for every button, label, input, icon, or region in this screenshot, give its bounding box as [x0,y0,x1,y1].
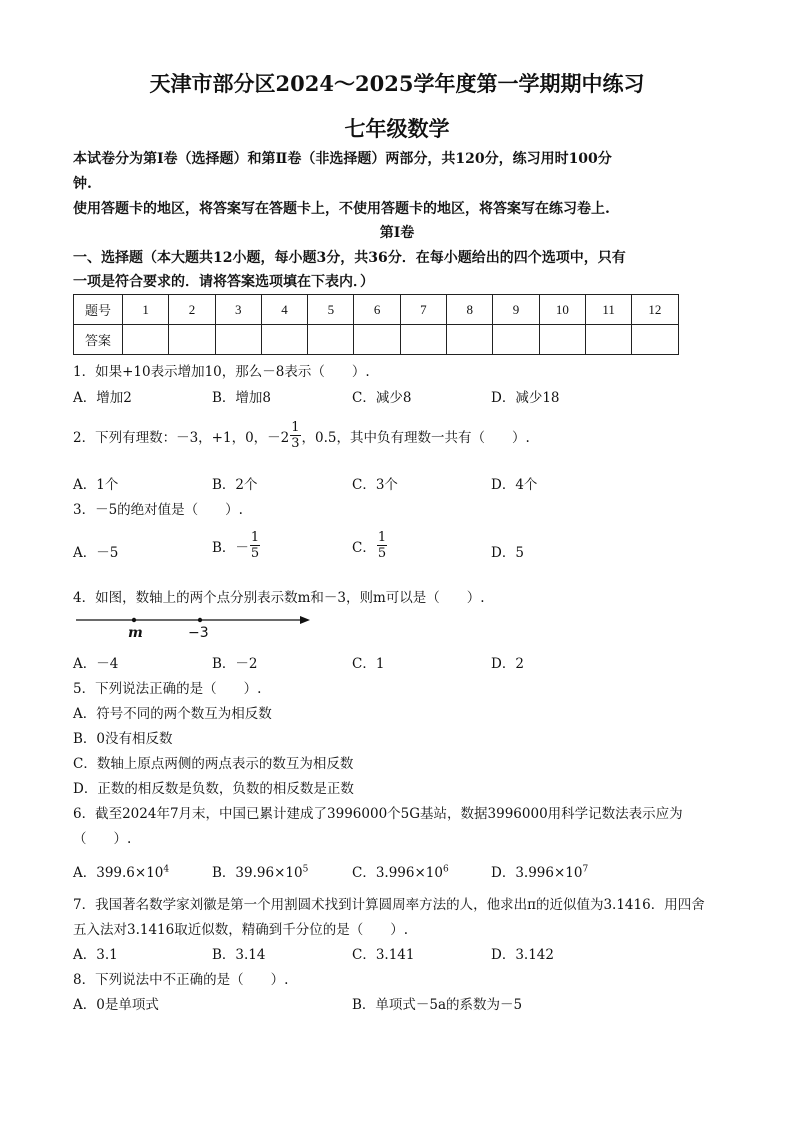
table-header-number: 题号 [74,295,123,325]
q7-option-b: B．3.14 [212,947,266,963]
q7-option-c: C．3.141 [352,947,415,963]
q6-option-a [73,861,169,881]
q8-option-a: A．0是单项式 [73,997,159,1013]
answer-cell[interactable] [447,325,493,355]
q4-option-c: C．1 [352,656,385,672]
q1-option-b: B．增加8 [212,390,272,406]
question-3-stem: 3．－5的绝对值是（ ）. [73,502,243,518]
table-number-cell: 9 [493,295,539,325]
section-heading-line-2: 一项是符合要求的．请将答案选项填在下表内．） [73,274,374,290]
q3-option-c [352,530,388,561]
q8-option-b: B．单项式－5a的系数为－5 [352,997,523,1013]
section-title: 第Ⅰ卷 [379,225,415,241]
table-number-cell: 11 [585,295,631,325]
section-heading-line-1: 一、选择题（本大题共12小题，每小题3分，共36分．在每小题给出的四个选项中，只有 [73,250,626,266]
q3-option-c-prefix: C． [352,539,376,556]
table-header-answer: 答案 [74,325,123,355]
q2-fraction-numerator: 1 [291,420,300,435]
question-2-stem [73,420,530,451]
q1-option-a: A．增加2 [73,390,132,406]
intro-line-1: 本试卷分为第Ⅰ卷（选择题）和第Ⅱ卷（非选择题）两部分，共120分，练习用时100分 [73,151,612,167]
answer-table-number-row [74,295,679,325]
q5-option-b: B．0没有相反数 [73,731,173,747]
q6-option-d [491,861,588,881]
number-line-figure [74,610,314,644]
q4-option-d: D．2 [491,656,524,672]
question-4-stem: 4．如图，数轴上的两个点分别表示数m和－3，则m可以是（ ）. [73,590,485,606]
answer-cell[interactable] [539,325,585,355]
q5-option-a: A．符号不同的两个数互为相反数 [73,706,272,722]
answer-cell[interactable] [493,325,539,355]
q6-option-d-base: D．3.996×10 [491,865,583,881]
answer-cell[interactable] [261,325,307,355]
q3-option-b-numerator: 1 [250,530,260,545]
q1-option-c: C．减少8 [352,390,412,406]
q3-option-b-denominator: 5 [250,546,260,561]
question-7-stem-line-1: 7．我国著名数学家刘徽是第一个用割圆术找到计算圆周率方法的人，他求出π的近似值为3.1416．用四舍 [73,897,705,913]
table-number-cell: 10 [539,295,585,325]
q2-option-d: D．4个 [491,477,538,493]
table-number-cell: 7 [400,295,446,325]
point-neg3-label: −3 [188,625,209,641]
q6-option-b-base: B．39.96×10 [212,865,303,881]
table-number-cell: 1 [123,295,169,325]
number-line-arrow-icon [300,616,310,624]
table-number-cell: 8 [447,295,493,325]
table-number-cell: 3 [215,295,261,325]
q7-option-d: D．3.142 [491,947,554,963]
page-title: 天津市部分区2024～2025学年度第一学期期中练习 [149,71,645,96]
point-m-label: m [128,625,143,641]
answer-table-answer-row [74,325,679,355]
q6-option-c-exponent: 6 [442,864,449,875]
q2-stem-pre: 2．下列有理数：－3，+1，0，－2 [73,429,290,446]
answer-cell[interactable] [169,325,215,355]
table-number-cell: 12 [632,295,678,325]
question-7-stem-line-2: 五入法对3.1416取近似数，精确到千分位的是（ ）. [73,922,409,938]
q2-option-a: A．1个 [73,477,119,493]
q6-option-a-base: A．399.6×10 [73,865,164,881]
point-m-dot [132,618,136,622]
q3-option-c-fraction [377,530,387,561]
answer-cell[interactable] [308,325,354,355]
question-8-stem: 8．下列说法中不正确的是（ ）. [73,972,289,988]
q2-option-c: C．3个 [352,477,398,493]
table-number-cell: 5 [308,295,354,325]
answer-cell[interactable] [354,325,400,355]
q5-option-c: C．数轴上原点两侧的两点表示的数互为相反数 [73,756,354,772]
q3-option-b-fraction [250,530,260,561]
q2-fraction-denominator: 3 [291,436,300,451]
q3-option-d: D．5 [491,545,524,561]
intro-line-2: 使用答题卡的地区，将答案写在答题卡上，不使用答题卡的地区，将答案写在练习卷上. [73,201,610,217]
table-number-cell: 4 [261,295,307,325]
q2-fraction [290,420,300,451]
q1-option-d: D．减少18 [491,390,560,406]
answer-cell[interactable] [400,325,446,355]
q6-option-a-exponent: 4 [163,864,170,875]
question-1-stem: 1．如果+10表示增加10，那么－8表示（ ）. [73,364,370,380]
q2-option-b: B．2个 [212,477,258,493]
table-number-cell: 6 [354,295,400,325]
table-number-cell: 2 [169,295,215,325]
point-neg3-dot [198,618,202,622]
answer-cell[interactable] [585,325,631,355]
q3-option-c-denominator: 5 [377,546,387,561]
q6-option-b-exponent: 5 [302,864,309,875]
answer-cell[interactable] [123,325,169,355]
q4-option-a: A．－4 [73,656,119,672]
q6-option-c [352,861,449,881]
page-subtitle: 七年级数学 [344,116,450,141]
q7-option-a: A．3.1 [73,947,118,963]
question-6-stem-line-2: （ ）. [73,831,132,847]
q4-option-b: B．－2 [212,656,258,672]
answer-cell[interactable] [632,325,678,355]
q3-option-a: A．－5 [73,545,119,561]
question-5-stem: 5．下列说法正确的是（ ）. [73,681,262,697]
q3-option-c-numerator: 1 [377,530,387,545]
q6-option-d-exponent: 7 [582,864,589,875]
answer-cell[interactable] [215,325,261,355]
question-6-stem-line-1: 6．截至2024年7月末，中国已累计建成了3996000个5G基站，数据3996000用科学记数法表示应为 [73,806,683,822]
q3-option-b-prefix: B．－ [212,539,249,556]
intro-line-1b: 钟. [73,176,92,192]
q6-option-b [212,861,308,881]
q5-option-d: D．正数的相反数是负数，负数的相反数是正数 [73,781,354,797]
q3-option-b [212,530,261,561]
q6-option-c-base: C．3.996×10 [352,865,443,881]
answer-table [73,294,679,355]
q2-stem-post: ，0.5，其中负有理数一共有（ ）. [301,429,530,446]
